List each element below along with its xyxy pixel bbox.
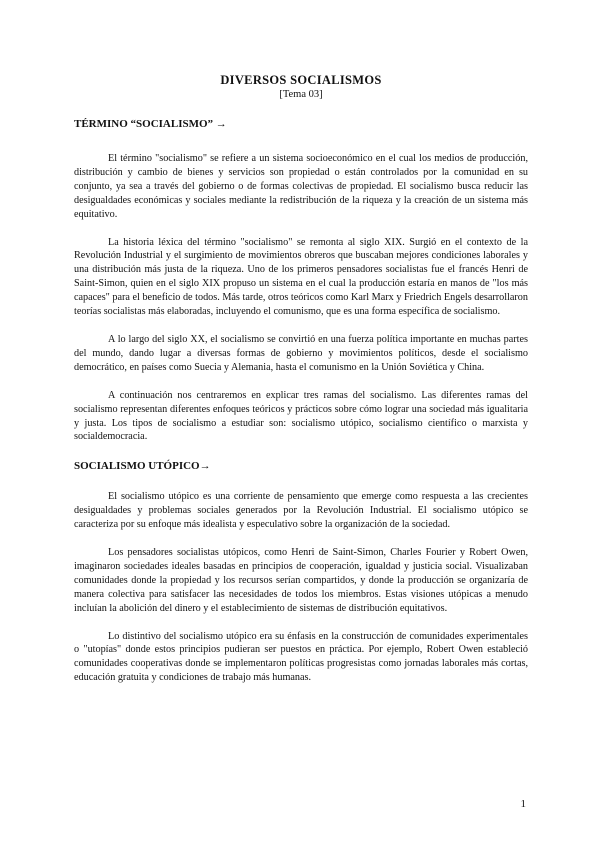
paragraph: El término "socialismo" se refiere a un sistema socioeconómico en el cual los medios de producción, distribución y cambio de bienes y servicios son propiedad o están controlados por la comunidad en su conjunto, ya sea a través del gobierno o de formas colectivas de propiedad. El socialismo busca reducir las desigualdades económicas y sociales mediante la redistribución de la riqueza y la creación de un sistema más equitativo. <box>74 153 528 220</box>
paragraph: A continuación nos centraremos en explicar tres ramas del socialismo. Las diferentes ramas del socialismo representan diferentes enfoques teóricos y prácticos sobre cómo lograr una sociedad más igualitaria y justa. Los tipos de socialismo a estudiar son: socialismo utópico, socialismo científico o marxista y socialdemocracia. <box>74 389 528 443</box>
document-subtitle: [Tema 03] <box>279 89 323 100</box>
section-heading-socialismo-utopico <box>74 459 528 473</box>
paragraph: Lo distintivo del socialismo utópico era su énfasis en la construcción de comunidades experimentales o "utopías" donde estos principios pudieran ser puestos en práctica. Por ejemplo, Robert Owen estableció comunidades cooperativas donde se implementaron políticas progresistas como jornadas laborales más cortas, educación gratuita y condiciones de trabajo más humanas. <box>74 630 528 684</box>
page-number: 1 <box>520 798 526 810</box>
paragraph: El socialismo utópico es una corriente de pensamiento que emerge como respuesta a las crecientes desigualdades y problemas sociales generados por la Revolución Industrial. El socialismo utópico se caracteriza por su enfoque más idealista y especulativo sobre la organización de la sociedad. <box>74 491 528 531</box>
paragraph: Los pensadores socialistas utópicos, como Henri de Saint-Simon, Charles Fourier y Robert Owen, imaginaron sociedades ideales basadas en principios de cooperación, igualdad y justicia social. Visualizaban comunidades donde la propiedad y los recursos serían compartidos, y donde la producción se organizaría de manera colectiva para satisfacer las necesidades de todos los miembros. Estas visiones utópicas a menudo incluían la abolición del dinero y el establecimiento de sistemas de distribución equitativos. <box>74 547 528 614</box>
document-title: DIVERSOS SOCIALISMOS <box>220 73 382 87</box>
arrow-right-icon: → <box>215 118 227 130</box>
section-heading-text: TÉRMINO “SOCIALISMO” <box>74 118 214 130</box>
section-heading-text: SOCIALISMO UTÓPICO <box>74 460 200 473</box>
paragraph: A lo largo del siglo XX, el socialismo se convirtió en una fuerza política importante en muchas partes del mundo, dando lugar a diversas formas de gobierno y movimientos políticos, desde el socialismo democrático, en países como Suecia y Alemania, hasta el comunismo en la Unión Soviética y China. <box>74 333 528 373</box>
paragraph: La historia léxica del término "socialismo" se remonta al siglo XIX. Surgió en el contexto de la Revolución Industrial y el surgimiento de movimientos obreros que buscaban mejores condiciones laborales y una distribución más justa de la riqueza. Uno de los primeros pensadores socialistas fue el francés Henri de Saint-Simon, quien en el siglo XIX propuso un sistema en el cual la producción estaría en manos de "los más capaces" para el beneficio de todos. Más tarde, otros teóricos como Karl Marx y Friedrich Engels desarrollaron teorías socialistas más elaboradas, incluyendo el comunismo, que es una forma específica de socialismo. <box>74 236 528 318</box>
section-heading-termino <box>74 117 528 131</box>
arrow-right-icon: → <box>199 460 211 473</box>
document-page <box>74 72 528 685</box>
